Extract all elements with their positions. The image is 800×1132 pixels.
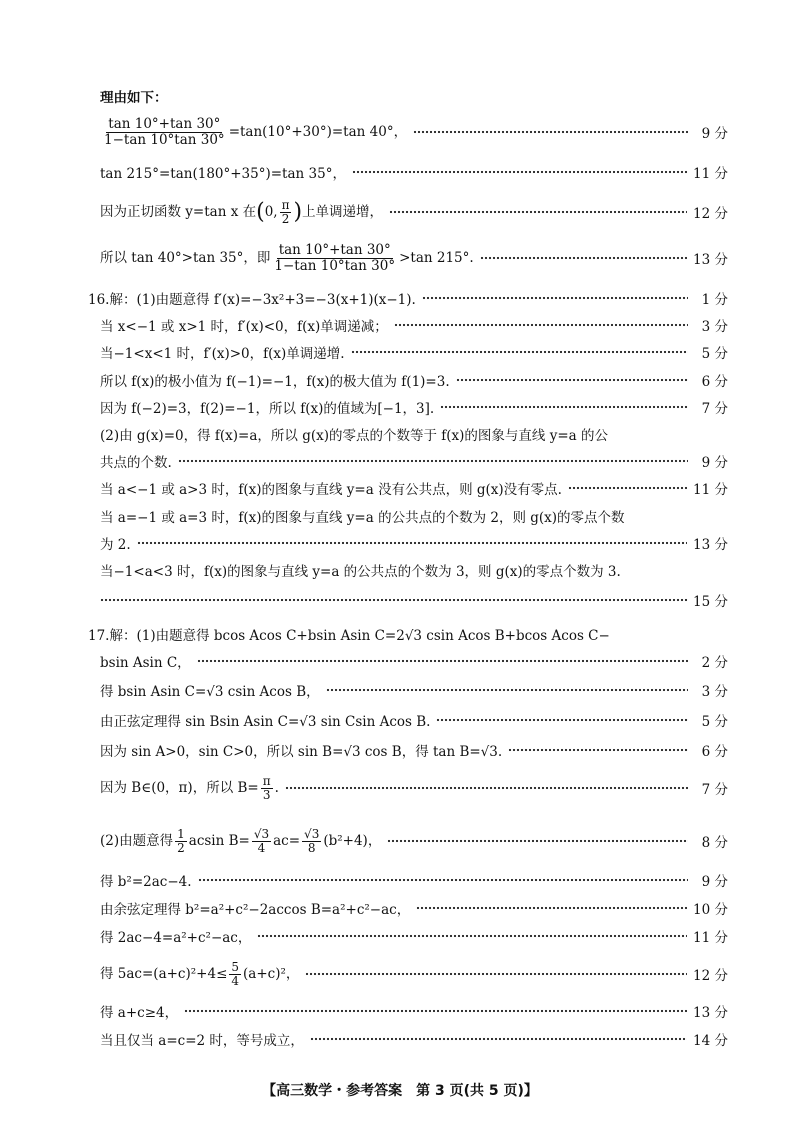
q16-line-9 (100, 504, 728, 528)
q16-line-11 (100, 558, 728, 582)
equation-text: 因为 sin A>0，sin C>0，所以 sin B=√3 cos B，得 tan B=√3. (100, 744, 503, 760)
dot-leader (257, 931, 687, 941)
dot-leader (305, 969, 687, 979)
equation-text: 当−1<a<3 时，f(x)的图象与直线 y=a 的公共点的个数为 3，则 g(x)的零点个数为 3. (100, 564, 621, 580)
q16-line-10 (100, 531, 728, 555)
equation-text: 共点的个数. (100, 455, 172, 471)
dot-leader (197, 656, 688, 666)
score-label: 7 分 (701, 782, 728, 798)
equation-text: 因为 f(−2)=3，f(2)=−1，所以 f(x)的值域为[−1，3]. (100, 401, 435, 417)
equation-text: 得 bsin Asin C=√3 csin Acos B， (100, 684, 320, 700)
dot-leader (480, 253, 687, 263)
equation-text: tan 215°=tan(180°+35°)=tan 35°， (100, 166, 346, 182)
tan-sum-fraction: $\frac{\tan 10^\circ+\tan 30^\circ}{1-\tan 10^\circ\tan 30^\circ}$ (104, 115, 225, 148)
equation-text: 为 2. (100, 537, 131, 553)
q17-line-10 (100, 924, 728, 948)
half-fraction: $\frac{1}{2}$ (177, 826, 185, 855)
equation-text: bsin Asin C， (100, 655, 191, 671)
dot-leader (387, 836, 688, 846)
equation-text: 当 a=−1 或 a=3 时，f(x)的图象与直线 y=a 的公共点的个数为 2，则 g(x)的零点个数 (100, 510, 625, 526)
score-label: 5 分 (701, 714, 728, 730)
equation-text: 当−1<x<1 时，f′(x)>0，f(x)单调递增. (100, 346, 345, 362)
score-label: 13 分 (693, 252, 728, 268)
tan-sum-fraction: $\frac{\tan 10^\circ+\tan 30^\circ}{1-\tan 10^\circ\tan 30^\circ}$ (274, 241, 396, 274)
dot-leader (389, 207, 687, 217)
equation-text: 得 a+c≥4， (100, 1005, 179, 1021)
score-label: 9 分 (701, 126, 728, 142)
q16-line-6 (100, 422, 728, 446)
equation-text: 当 a<−1 或 a>3 时，f(x)的图象与直线 y=a 没有公共点，则 g(x)没有零点. (100, 482, 562, 498)
dot-leader (568, 483, 687, 493)
pi-over-3-fraction: $\frac{\pi}{3}$ (262, 773, 271, 802)
dot-leader (413, 127, 688, 137)
dot-leader (440, 402, 688, 412)
equation-text: 所以 f(x)的极小值为 f(−1)=−1，f(x)的极大值为 f(1)=3. (100, 374, 450, 390)
q17-line-9 (100, 896, 728, 920)
equation-text: =tan(10°+30°)=tan 40°， (228, 123, 408, 140)
q16-line-5 (100, 395, 728, 419)
solution-line-1 (100, 114, 728, 150)
dot-leader (436, 715, 688, 725)
score-label: 15 分 (693, 594, 728, 610)
score-label: 13 分 (693, 537, 728, 553)
score-label: 3 分 (701, 319, 728, 335)
solution-line-3: 因为正切函数 y=tan x 在(0, $\frac{\pi}{2}$ )上单调递增， 12 分 (100, 197, 728, 226)
score-label: 9 分 (701, 455, 728, 471)
sqrt3-over-8-fraction: $\frac{√3}{8}$ (304, 826, 320, 855)
score-label: 11 分 (693, 930, 728, 946)
dot-leader (184, 1006, 687, 1016)
equation-text: 得 2ac−4=a²+c²−ac， (100, 930, 252, 946)
q17-line-3 (100, 678, 728, 702)
sqrt3-over-4-fraction: $\frac{√3}{4}$ (253, 826, 270, 855)
score-label: 2 分 (701, 655, 728, 671)
dot-leader (394, 320, 688, 330)
dot-leader (100, 595, 687, 605)
q17-line-8 (100, 868, 728, 892)
q17-line-2 (100, 649, 728, 673)
five-fourths-fraction: $\frac{5}{4}$ (231, 959, 240, 988)
dot-leader (351, 347, 688, 357)
dot-leader (137, 538, 687, 548)
q16-line-12 (100, 588, 728, 612)
equation-text: 16.解：(1)由题意得 f′(x)=−3x²+3=−3(x+1)(x−1). (88, 292, 416, 308)
q16-line-4 (100, 368, 728, 392)
dot-leader (352, 167, 687, 177)
score-label: 6 分 (701, 374, 728, 390)
score-label: 11 分 (693, 482, 728, 498)
dot-leader (285, 783, 688, 793)
score-label: 12 分 (693, 968, 728, 984)
q17-line-7: (2)由题意得 $\frac{1}{2}$ acsin B= $\frac{√3}{4}$ ac= $\frac{√3}{8}$ (b²+4)， 8 分 (100, 826, 728, 855)
q17-line-5 (100, 738, 728, 762)
q16-line-3 (100, 340, 728, 364)
equation-text: 当 x<−1 或 x>1 时，f′(x)<0，f(x)单调递减； (100, 319, 388, 335)
solution-line-4: 所以 tan 40°>tan 35°，即 $\frac{\tan 10^\circ+\tan 30^\circ}{1-\tan 10^\circ\tan 30^\circ}$ >tan 215°. 13 分 (100, 241, 728, 274)
score-label: 10 分 (693, 902, 728, 918)
equation-text: 由余弦定理得 b²=a²+c²−2accos B=a²+c²−ac， (100, 902, 411, 918)
score-label: 6 分 (701, 744, 728, 760)
q16-line-1 (88, 286, 728, 310)
score-label: 11 分 (693, 166, 728, 182)
q17-line-1 (88, 622, 728, 646)
q17-line-11: 得 5ac=(a+c)²+4≤ $\frac{5}{4}$ (a+c)²， 12 分 (100, 959, 728, 988)
intro-text: 理由如下： (100, 90, 168, 106)
dot-leader (198, 875, 688, 885)
q16-line-2 (100, 313, 728, 337)
score-label: 12 分 (693, 206, 728, 222)
score-label: 3 分 (701, 684, 728, 700)
score-label: 14 分 (693, 1033, 728, 1049)
page-footer: 【高三数学・参考答案 第 3 页(共 5 页)】 (262, 1083, 538, 1099)
dot-leader (416, 903, 687, 913)
pi-over-2-fraction: $\frac{\pi}{2}$ (281, 197, 290, 226)
equation-text: 17.解：(1)由题意得 bcos Acos C+bsin Asin C=2√3 csin Acos B+bcos Acos C− (88, 628, 610, 644)
intro-line (100, 84, 728, 108)
q16-line-8 (100, 476, 728, 500)
equation-text: 得 b²=2ac−4. (100, 874, 192, 890)
q17-line-12 (100, 999, 728, 1023)
solution-line-2 (100, 160, 728, 184)
equation-text: 当且仅当 a=c=2 时，等号成立， (100, 1033, 304, 1049)
equation-text: 由正弦定理得 sin Bsin Asin C=√3 sin Csin Acos B. (100, 714, 431, 730)
dot-leader (178, 456, 688, 466)
dot-leader (422, 293, 688, 303)
dot-leader (326, 685, 688, 695)
score-label: 1 分 (701, 292, 728, 308)
score-label: 5 分 (701, 346, 728, 362)
score-label: 8 分 (701, 835, 728, 851)
dot-leader (456, 375, 688, 385)
score-label: 9 分 (701, 874, 728, 890)
equation-text: (2)由 g(x)=0，得 f(x)=a，所以 g(x)的零点的个数等于 f(x)的图象与直线 y=a 的公 (100, 428, 608, 444)
q17-line-6: 因为 B∈(0，π)，所以 B= $\frac{\pi}{3}$ . 7 分 (100, 773, 728, 802)
score-label: 7 分 (701, 401, 728, 417)
q17-line-13 (100, 1027, 728, 1051)
dot-leader (508, 745, 688, 755)
q17-line-4 (100, 708, 728, 732)
q16-line-7 (100, 449, 728, 473)
dot-leader (310, 1034, 687, 1044)
score-label: 13 分 (693, 1005, 728, 1021)
